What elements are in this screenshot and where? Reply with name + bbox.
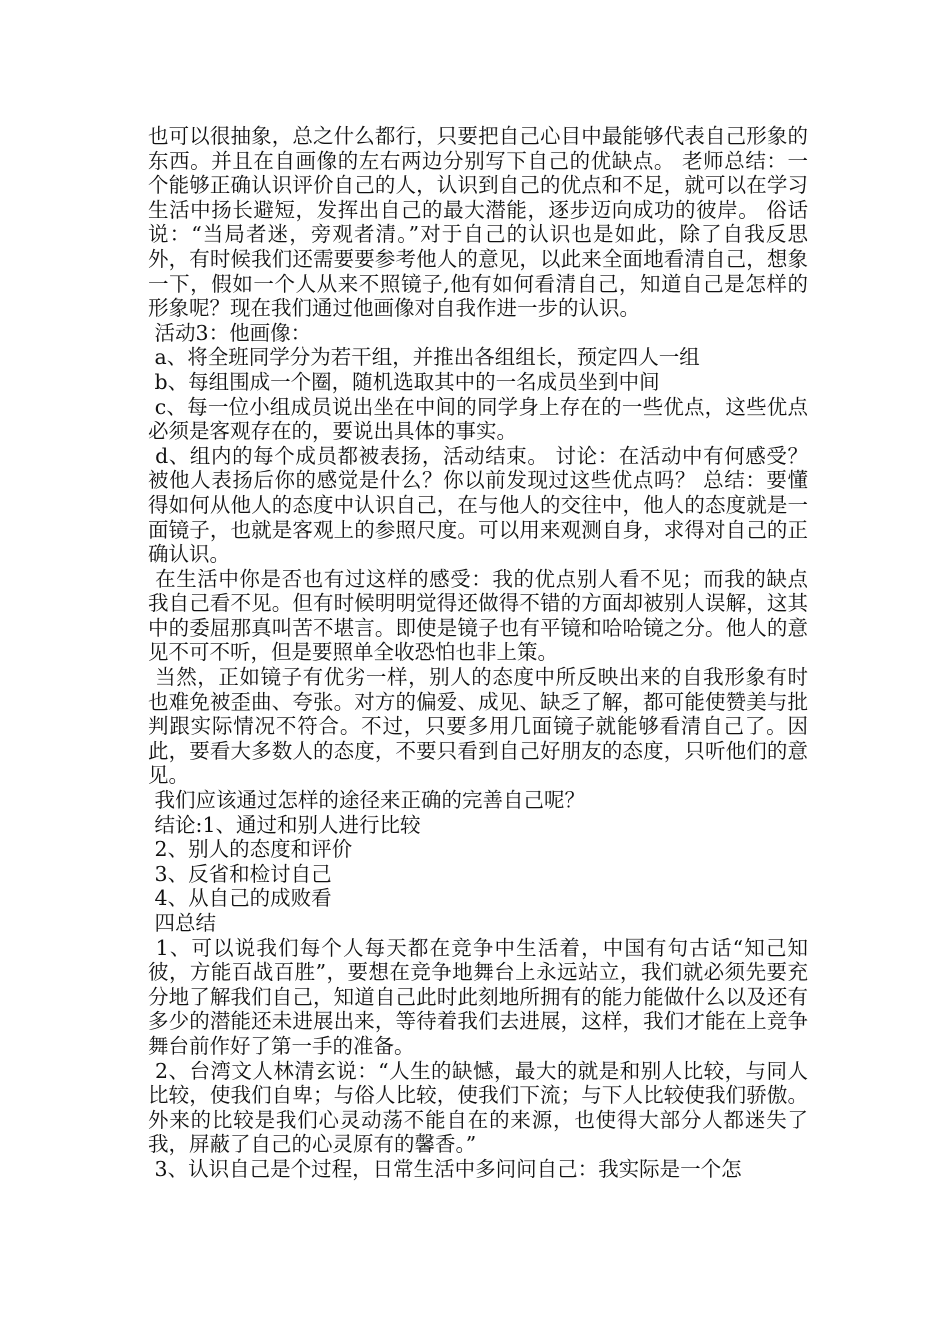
paragraph-step-a: a、将全班同学分为若干组，并推出各组组长，预定四人一组 — [148, 345, 700, 370]
paragraph-mirror-analogy: 当然，正如镜子有优劣一样，别人的态度中所反映出来的自我形象有时也难免被歪曲、夸张。对方的偏爱、成见、缺乏了解，都可能使赞美与批判跟实际情况不符合。不过，只要多用几面镜子就能够看清自己了。因此，要看大多数人的态度，不要只看到自己好朋友的态度，只听他们的意见。 — [148, 665, 808, 788]
paragraph-step-b: b、每组围成一个圈，随机选取其中的一名成员坐到中间 — [148, 369, 660, 394]
paragraph-question: 我们应该通过怎样的途径来正确的完善自己呢？ — [148, 788, 586, 813]
section-heading-summary: 四总结 — [148, 911, 217, 935]
paragraph-life-feelings: 在生活中你是否也有过这样的感受：我的优点别人看不见；而我的缺点我自己看不见。但有时候明明觉得还做得不错的方面却被别人误解，这其中的委屈那真叫苦不堪言。即使是镜子也有平镜和哈哈镜之分。他人的意见不可不听，但是要照单全收恐怕也非上策。 — [148, 566, 808, 665]
paragraph-self-portrait-summary: 也可以很抽象，总之什么都行，只要把自己心目中最能够代表自己形象的东西。并且在自画像的左右两边分别写下自己的优缺点。 老师总结：一个能够正确认识评价自己的人，认识到自己的优点和不足，就可以在学习生活中扬长避短，发挥出自己的最大潜能，逐步迈向成功的彼岸。 俗话说：“当局者迷，旁观者清。”对于自己的认识也是如此，除了自我反思外，有时候我们还需要要参考他人的意见，以此来全面地看清自己，想象一下，假如一个人从来不照镜子,他有如何看清自己，知道自己是怎样的形象呢？现在我们通过他画像对自我作进一步的认识。 — [148, 124, 808, 321]
paragraph-activity-3-heading: 活动3：他画像： — [148, 320, 312, 345]
paragraph-conclusion-2: 2、别人的态度和评价 — [148, 837, 353, 862]
paragraph-summary-1: 1、可以说我们每个人每天都在竞争中生活着，中国有句古话“知己知彼，方能百战百胜”，要想在竞争地舞台上永远站立，我们就必须先要充分地了解我们自己，知道自己此时此刻地所拥有的能力能做什么以及还有多少的潜能还未进展出来，等待着我们去进展，这样，我们才能在上竞争舞台前作好了第一手的准备。 — [148, 935, 808, 1058]
paragraph-step-c: c、每一位小组成员说出坐在中间的同学身上存在的一些优点，这些优点必须是客观存在的，要说出具体的事实。 — [148, 394, 808, 444]
paragraph-conclusion-1: 结论:1、通过和别人进行比较 — [148, 812, 421, 837]
paragraph-summary-3: 3、认识自己是个过程，日常生活中多问问自己：我实际是一个怎 — [148, 1156, 742, 1181]
document-page — [148, 124, 808, 1182]
paragraph-conclusion-3: 3、反省和检讨自己 — [148, 861, 332, 886]
paragraph-conclusion-4: 4、从自己的成败看 — [148, 886, 332, 911]
paragraph-step-d: d、组内的每个成员都被表扬，活动结束。 讨论：在活动中有何感受？被他人表扬后你的感觉是什么？你以前发现过这些优点吗？ 总结：要懂得如何从他人的态度中认识自己，在与他人的交往中，他人的态度就是一面镜子，也就是客观上的参照尺度。可以用来观测自身，求得对自己的正确认识。 — [148, 443, 808, 567]
paragraph-summary-2: 2、台湾文人林清玄说：“人生的缺憾，最大的就是和别人比较，与同人比较，使我们自卑；与俗人比较，使我们下流；与下人比较使我们骄傲。外来的比较是我们心灵动荡不能自在的来源，也使得大部分人都迷失了我，屏蔽了自己的心灵原有的馨香。” — [148, 1058, 808, 1157]
